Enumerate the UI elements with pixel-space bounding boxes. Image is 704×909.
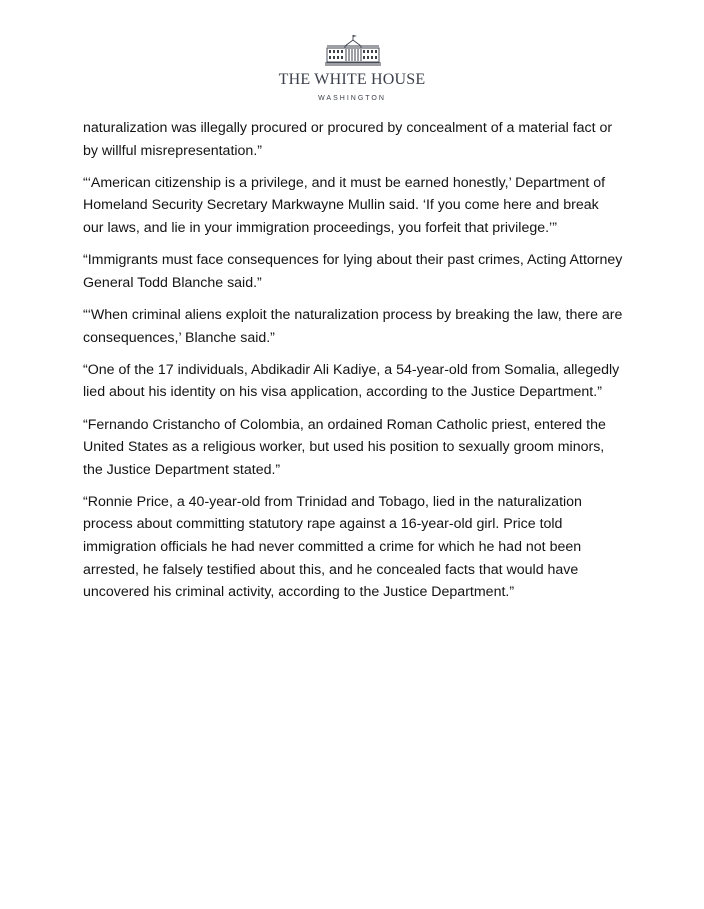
paragraph: “One of the 17 individuals, Abdikadir Ali Kadiye, a 54-year-old from Somalia, allegedly lied about his identity on his visa application, according to the Justice Department.” — [83, 361, 620, 401]
masthead — [0, 34, 704, 114]
paragraph: “Fernando Cristancho of Colombia, an ordained Roman Catholic priest, entered the United States as a religious worker, but used his position to sexually groom minors, the Justice Department stated.” — [83, 416, 606, 478]
paragraph: “Ronnie Price, a 40-year-old from Trinidad and Tobago, lied in the naturalization process about committing statutory rape against a 16-year-old girl. Price told immigration officials he had never committed a crime for which he had not been arrested, he falsely testified about this, and he concealed facts that would have uncovered his criminal activity, according to the Justice Department.” — [83, 493, 582, 601]
paragraph: naturalization was illegally procured or procured by concealment of a material fact or by willful misrepresentation.” — [83, 120, 613, 159]
statement-body — [83, 117, 623, 613]
paragraph: “‘American citizenship is a privilege, and it must be earned honestly,’ Department of Homeland Security Secretary Markwayne Mullin said. ‘If you come here and break our laws, and lie in your immigration proceedings, you forfeit that privilege.’” — [83, 174, 606, 236]
paragraph: “‘When criminal aliens exploit the naturalization process by breaking the law, there are consequences,’ Blanche said.” — [83, 306, 623, 346]
white-house-building-icon — [324, 34, 382, 66]
location-label: WASHINGTON — [318, 95, 386, 102]
white-house-wordmark: THE WHITE HOUSE — [278, 71, 426, 88]
paragraph: “Immigrants must face consequences for lying about their past crimes, Acting Attorney General Todd Blanche said.” — [83, 252, 623, 291]
